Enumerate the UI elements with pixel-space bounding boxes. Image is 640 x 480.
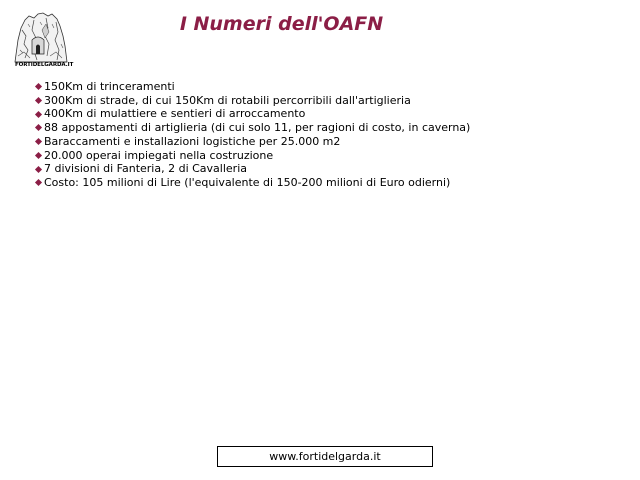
list-item: [35, 80, 470, 94]
list-item-text: 400Km di mulattiere e sentieri di arroccamento: [44, 107, 306, 121]
list-item: [35, 149, 470, 163]
list-item: [35, 176, 470, 190]
list-item: [35, 121, 470, 135]
list-item-text: Costo: 105 milioni di Lire (l'equivalente di 150-200 milioni di Euro odierni): [44, 175, 451, 189]
logo-caption: FORTIDELGARDA.IT: [15, 62, 74, 68]
diamond-bullet-icon: [35, 179, 42, 186]
list-item: [35, 94, 470, 108]
list-item-text: 7 divisioni di Fanteria, 2 di Cavalleria: [44, 162, 248, 176]
diamond-bullet-icon: [35, 97, 42, 104]
website-link[interactable]: www.fortidelgarda.it: [269, 450, 381, 463]
list-item: [35, 162, 470, 176]
list-item-text: 88 appostamenti di artiglieria (di cui solo 11, per ragioni di costo, in caverna): [44, 121, 471, 135]
list-item-text: Baraccamenti e installazioni logistiche per 25.000 m2: [44, 134, 341, 148]
list-item-text: 20.000 operai impiegati nella costruzione: [44, 148, 274, 162]
diamond-bullet-icon: [35, 152, 42, 159]
diamond-bullet-icon: [35, 166, 42, 173]
diamond-bullet-icon: [35, 83, 42, 90]
list-item: [35, 107, 470, 121]
diamond-bullet-icon: [35, 124, 42, 131]
diamond-bullet-icon: [35, 111, 42, 118]
list-item-text: 300Km di strade, di cui 150Km di rotabili percorribili dall'artiglieria: [44, 93, 411, 107]
diamond-bullet-icon: [35, 138, 42, 145]
page-title: I Numeri dell'OAFN: [179, 13, 384, 35]
facts-list: [35, 80, 470, 190]
list-item-text: 150Km di trinceramenti: [44, 80, 175, 93]
list-item: [35, 135, 470, 149]
footer-link-box: [217, 446, 433, 467]
